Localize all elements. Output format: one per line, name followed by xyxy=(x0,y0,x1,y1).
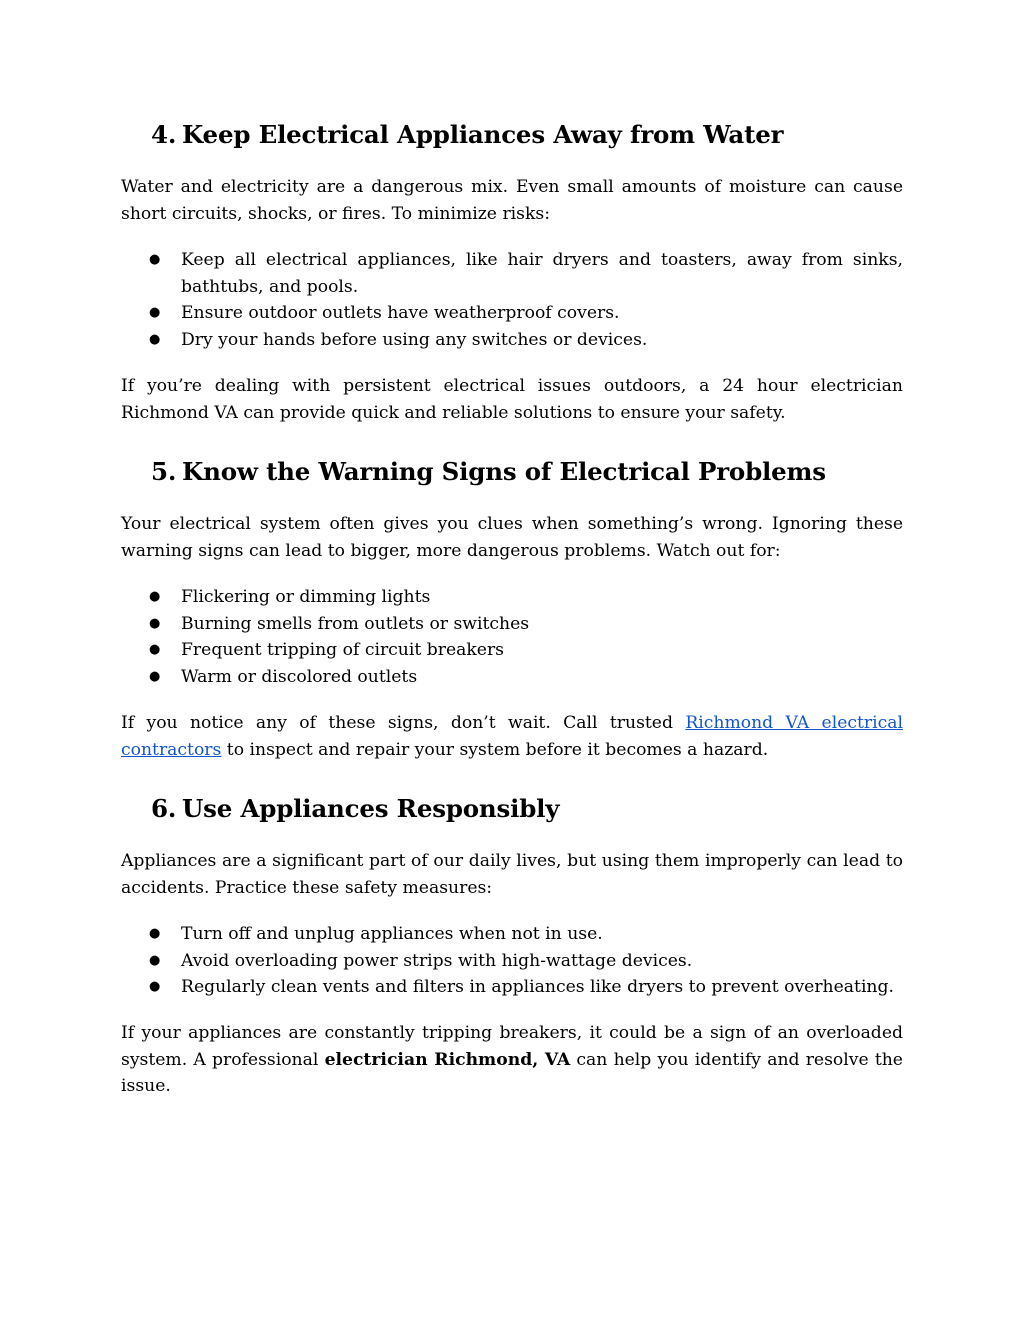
list-item: ● Turn off and unplug appliances when not in use. xyxy=(121,921,903,948)
section-4-number: 4. xyxy=(151,120,177,149)
bullet-icon: ● xyxy=(149,979,161,994)
list-item: ● Flickering or dimming lights xyxy=(121,584,903,611)
section-6-heading xyxy=(151,794,559,824)
bullet-icon: ● xyxy=(149,642,161,657)
list-item: ● Burning smells from outlets or switches xyxy=(121,611,903,638)
section-4-list xyxy=(121,247,903,353)
bullet-icon: ● xyxy=(149,952,161,968)
list-item: ● Ensure outdoor outlets have weatherproof covers. xyxy=(121,300,903,327)
bullet-icon: ● xyxy=(149,668,161,684)
section-5-heading xyxy=(151,457,826,487)
section-4-closing: If you’re dealing with persistent electrical issues outdoors, a 24 hour electrician Richmond VA can provide quick and reliable solutions to ensure your safety. xyxy=(121,376,903,423)
section-5-closing: If you notice any of these signs, don’t wait. Call trusted Richmond VA electrical contractors to inspect and repair your system before it becomes a hazard. xyxy=(121,713,903,760)
list-item: ● Keep all electrical appliances, like hair dryers and toasters, away from sinks, bathtubs, and pools. xyxy=(121,247,903,300)
section-4-heading xyxy=(151,120,783,150)
list-item: ● Avoid overloading power strips with high-wattage devices. xyxy=(121,948,903,975)
section-6-intro: Appliances are a significant part of our daily lives, but using them improperly can lead to accidents. Practice these safety measures: xyxy=(121,851,903,898)
section-5-number: 5. xyxy=(151,457,177,486)
section-6-closing: If your appliances are constantly tripping breakers, it could be a sign of an overloaded system. A professional electrician Richmond, VA can help you identify and resolve the issue. xyxy=(121,1023,903,1096)
contractors-link[interactable]: Richmond VA electrical contractors xyxy=(121,713,903,760)
section-5-intro: Your electrical system often gives you clues when something’s wrong. Ignoring these warning signs can lead to bigger, more dangerous problems. Watch out for: xyxy=(121,514,903,561)
list-item: ● Warm or discolored outlets xyxy=(121,664,903,691)
bullet-icon: ● xyxy=(149,615,161,631)
bullet-icon: ● xyxy=(149,331,161,347)
bullet-icon: ● xyxy=(149,926,161,941)
section-6-number: 6. xyxy=(151,794,177,823)
list-item: ● Frequent tripping of circuit breakers xyxy=(121,637,903,664)
bullet-icon: ● xyxy=(149,589,161,604)
list-item: ● Dry your hands before using any switches or devices. xyxy=(121,327,903,354)
section-6-list xyxy=(121,921,903,1001)
list-item: ● Regularly clean vents and filters in appliances like dryers to prevent overheating. xyxy=(121,974,903,1001)
bullet-icon: ● xyxy=(149,305,161,320)
section-4-intro: Water and electricity are a dangerous mix. Even small amounts of moisture can cause short circuits, shocks, or fires. To minimize risks: xyxy=(121,177,903,224)
section-5-title: Know the Warning Signs of Electrical Problems xyxy=(182,457,826,486)
section-5-list xyxy=(121,584,903,690)
section-4-title: Keep Electrical Appliances Away from Water xyxy=(182,120,784,149)
electrician-bold-text: electrician Richmond, VA xyxy=(324,1049,571,1070)
section-6-title: Use Appliances Responsibly xyxy=(182,794,560,823)
bullet-icon: ● xyxy=(149,252,161,267)
